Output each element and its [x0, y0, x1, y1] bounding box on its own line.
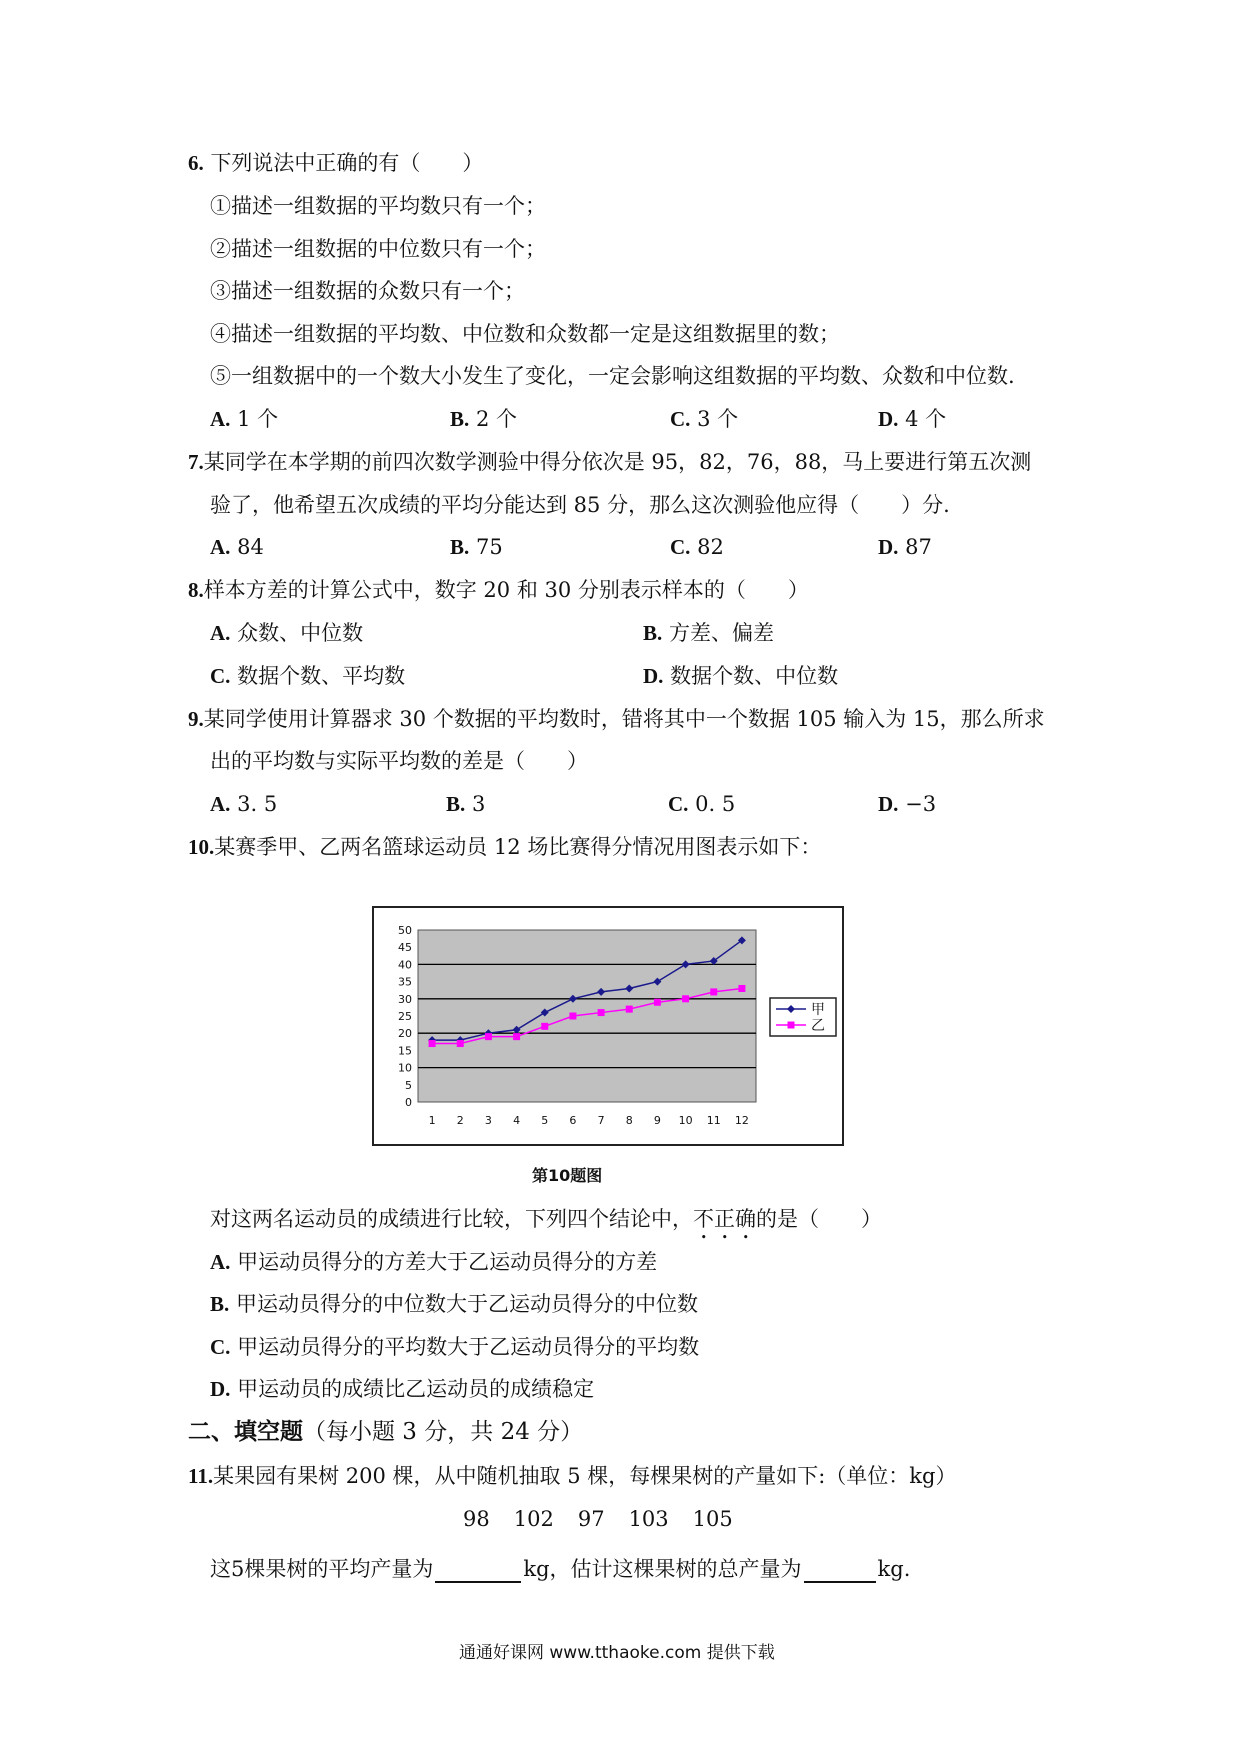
- x-tick-label: 1: [428, 1114, 436, 1127]
- option-text: 甲运动员得分的方差大于乙运动员得分的方差: [237, 1250, 658, 1274]
- option-label: B.: [210, 1292, 230, 1316]
- y-tick-label: 20: [398, 1027, 412, 1041]
- x-tick-label: 5: [541, 1114, 549, 1127]
- option-text: 84: [237, 535, 264, 559]
- q9-line-1: [188, 705, 1045, 733]
- option-text: 3. 5: [237, 792, 278, 816]
- x-tick-label: 10: [678, 1114, 693, 1127]
- y-tick-label: 15: [398, 1044, 412, 1058]
- q8-option-d: [643, 662, 838, 690]
- line-chart: [374, 908, 842, 1144]
- data-point-yi: [654, 999, 661, 1006]
- option-label: D.: [210, 1377, 231, 1401]
- y-tick-label: 35: [398, 975, 412, 989]
- answer-blank-average[interactable]: [435, 1559, 521, 1583]
- option-text: 众数、中位数: [237, 621, 364, 645]
- page-footer: 通通好课网 www.tthaoke.com 提供下载: [459, 1643, 775, 1663]
- q9-line-2: 出的平均数与实际平均数的差是（ ）: [210, 749, 588, 773]
- q7-option-d: [878, 533, 932, 561]
- option-text: 2 个: [475, 407, 517, 431]
- data-point-yi: [513, 1033, 520, 1040]
- q11-text-1: 这5棵果树的平均产量为: [210, 1557, 434, 1581]
- y-tick-label: 30: [398, 992, 412, 1006]
- q10-question-line: [210, 1205, 882, 1244]
- data-point-yi: [485, 1033, 492, 1040]
- q6-stem-line: [188, 149, 483, 177]
- figure-caption: 第10题图: [532, 1166, 603, 1185]
- q6-stem: 下列说法中正确的有（ ）: [210, 151, 484, 175]
- x-tick-label: 11: [706, 1114, 721, 1127]
- option-label: C.: [668, 792, 689, 816]
- q9-option-c: [668, 790, 735, 818]
- option-text: 3 个: [697, 407, 739, 431]
- data-point-yi: [598, 1009, 605, 1016]
- q10-question-pre: 对这两名运动员的成绩进行比较，下列四个结论中，: [210, 1207, 693, 1231]
- legend: [770, 998, 836, 1036]
- y-tick-labels: [398, 924, 412, 1109]
- x-tick-label: 2: [456, 1114, 464, 1127]
- option-text: 0. 5: [695, 792, 736, 816]
- section-title: 二、填空题: [188, 1418, 303, 1445]
- q11-number: 11.: [188, 1464, 214, 1488]
- data-point-yi: [710, 988, 717, 995]
- q8-stem: 样本方差的计算公式中，数字 20 和 30 分别表示样本的（ ）: [203, 578, 809, 602]
- q10-option-d: [210, 1375, 594, 1403]
- option-label: C.: [670, 535, 691, 559]
- q11-value: 98: [463, 1507, 490, 1531]
- q9-option-b: [446, 790, 485, 818]
- data-point-yi: [429, 1040, 436, 1047]
- legend-label-yi: 乙: [811, 1018, 825, 1034]
- x-tick-label: 9: [653, 1114, 661, 1127]
- option-text: 82: [697, 535, 724, 559]
- y-tick-label: 50: [398, 924, 412, 937]
- q8-option-a: [210, 619, 363, 647]
- option-label: A.: [210, 792, 231, 816]
- q10-option-a: [210, 1248, 657, 1276]
- option-label: D.: [878, 407, 899, 431]
- option-label: D.: [643, 664, 664, 688]
- y-tick-label: 45: [398, 941, 412, 955]
- q11-value: 105: [692, 1507, 733, 1531]
- q11-answer-line: [210, 1555, 910, 1583]
- q8-number: 8.: [188, 578, 204, 602]
- option-label: D.: [878, 535, 899, 559]
- option-text: 4 个: [905, 407, 947, 431]
- q6-statement-3: ③描述一组数据的众数只有一个；: [210, 279, 525, 303]
- q8-option-c: [210, 662, 405, 690]
- option-text: 3: [471, 792, 486, 816]
- option-label: C.: [670, 407, 691, 431]
- option-label: D.: [878, 792, 899, 816]
- data-point-yi: [569, 1013, 576, 1020]
- y-tick-label: 25: [398, 1010, 412, 1023]
- q9-stem-1: 某同学使用计算器求 30 个数据的平均数时，错将其中一个数据 105 输入为 15，那么所求: [203, 707, 1045, 731]
- q6-statement-4: ④描述一组数据的平均数、中位数和众数都一定是这组数据里的数；: [210, 322, 840, 346]
- data-point-yi: [738, 985, 745, 992]
- q7-option-c: [670, 533, 724, 561]
- score-chart: [372, 906, 844, 1146]
- q10-stem: 某赛季甲、乙两名篮球运动员 12 场比赛得分情况用图表示如下：: [214, 835, 822, 859]
- option-text: 甲运动员得分的中位数大于乙运动员得分的中位数: [235, 1292, 698, 1316]
- q6-option-c: [670, 405, 738, 433]
- section-heading: [188, 1417, 583, 1447]
- q6-statement-5: ⑤一组数据中的一个数大小发生了变化，一定会影响这组数据的平均数、众数和中位数.: [210, 364, 1015, 388]
- option-text: 87: [905, 535, 932, 559]
- legend-label-jia: 甲: [811, 1002, 825, 1018]
- q11-text-2: kg，估计这棵果树的总产量为: [523, 1557, 802, 1581]
- q10-option-c: [210, 1333, 699, 1361]
- q9-number: 9.: [188, 707, 204, 731]
- q6-statement-2: ②描述一组数据的中位数只有一个；: [210, 237, 546, 261]
- q6-statement-1: ①描述一组数据的平均数只有一个；: [210, 194, 546, 218]
- q9-option-a: [210, 790, 277, 818]
- q11-stem-line: [188, 1462, 956, 1490]
- q6-number: 6.: [188, 151, 204, 175]
- x-tick-label: 3: [484, 1114, 492, 1127]
- q11-text-3: kg.: [877, 1557, 911, 1581]
- x-tick-label: 7: [597, 1114, 605, 1127]
- q11-value: 102: [513, 1507, 554, 1531]
- y-tick-label: 40: [398, 958, 412, 972]
- plot-area: [418, 930, 756, 1102]
- option-text: 75: [475, 535, 503, 559]
- option-label: B.: [643, 621, 663, 645]
- data-point-yi: [541, 1023, 548, 1030]
- q7-stem-1: 某同学在本学期的前四次数学测验中得分依次是 95，82，76，88，马上要进行第五次测: [203, 450, 1032, 474]
- q7-option-b: [450, 533, 503, 561]
- option-text: 数据个数、中位数: [670, 664, 839, 688]
- q11-value: 97: [577, 1507, 605, 1531]
- q10-question-emphasis: 不正确: [693, 1207, 756, 1231]
- option-label: A.: [210, 1250, 231, 1274]
- data-point-yi: [457, 1040, 464, 1047]
- q8-stem-line: [188, 576, 809, 604]
- option-text: 甲运动员的成绩比乙运动员的成绩稳定: [237, 1377, 595, 1401]
- option-label: B.: [450, 535, 470, 559]
- q10-stem-line: [188, 833, 821, 861]
- x-tick-label: 12: [734, 1114, 749, 1127]
- x-tick-label: 4: [513, 1114, 521, 1127]
- option-label: B.: [450, 407, 470, 431]
- legend-box: [770, 998, 836, 1036]
- q7-option-a: [210, 533, 264, 561]
- q8-option-b: [643, 619, 774, 647]
- q10-option-b: [210, 1290, 698, 1318]
- section-note: （每小题 3 分，共 24 分）: [303, 1419, 584, 1445]
- legend-marker-yi: [788, 1022, 795, 1029]
- q7-line-1: [188, 448, 1031, 476]
- q6-option-d: [878, 405, 946, 433]
- answer-blank-total[interactable]: [804, 1559, 876, 1583]
- q6-option-a: [210, 405, 278, 433]
- option-label: A.: [210, 621, 231, 645]
- q10-question-post: 的是（ ）: [756, 1207, 882, 1231]
- q7-line-2: 验了，他希望五次成绩的平均分能达到 85 分，那么这次测验他应得（ ）分.: [210, 493, 950, 517]
- y-tick-label: 5: [405, 1078, 412, 1092]
- data-point-yi: [682, 995, 689, 1002]
- q11-values-line: [463, 1505, 733, 1533]
- y-tick-label: 10: [398, 1061, 412, 1075]
- option-label: C.: [210, 664, 231, 688]
- option-label: C.: [210, 1335, 231, 1359]
- option-label: B.: [446, 792, 466, 816]
- q9-option-d: [878, 790, 936, 818]
- option-text: 方差、偏差: [668, 621, 774, 645]
- x-tick-label: 6: [569, 1114, 577, 1127]
- option-text: 数据个数、平均数: [237, 664, 406, 688]
- option-text: 1 个: [237, 407, 279, 431]
- x-tick-labels: [429, 1114, 749, 1127]
- option-text: −3: [905, 792, 937, 816]
- q11-value: 103: [628, 1507, 669, 1531]
- option-label: A.: [210, 407, 231, 431]
- y-tick-label: 0: [405, 1096, 412, 1109]
- x-tick-label: 8: [625, 1114, 633, 1127]
- q10-number: 10.: [188, 835, 215, 859]
- q6-option-b: [450, 405, 517, 433]
- option-text: 甲运动员得分的平均数大于乙运动员得分的平均数: [237, 1335, 700, 1359]
- data-point-yi: [626, 1006, 633, 1013]
- option-label: A.: [210, 535, 231, 559]
- q11-stem: 某果园有果树 200 棵，从中随机抽取 5 棵，每棵果树的产量如下:（单位：kg）: [213, 1464, 957, 1488]
- q7-number: 7.: [188, 450, 204, 474]
